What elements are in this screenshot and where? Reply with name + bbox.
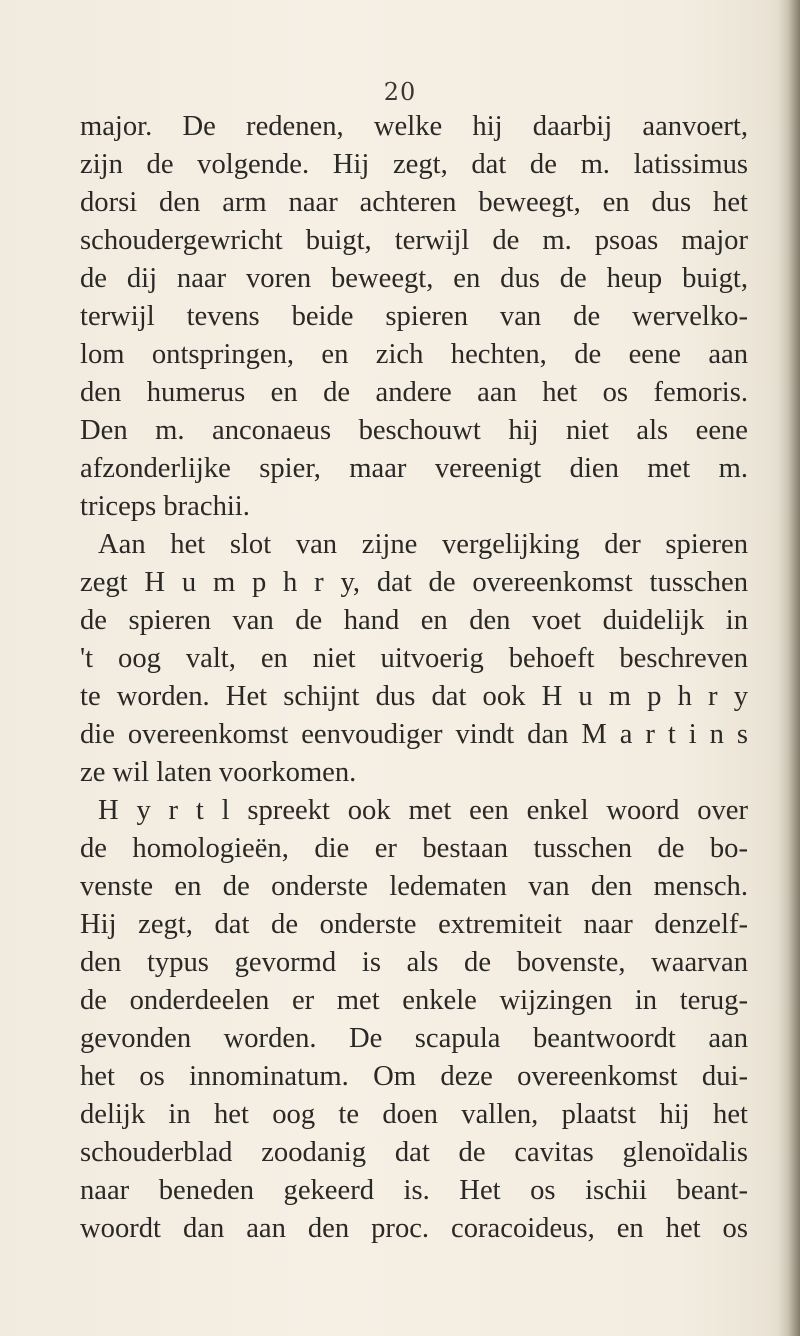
text-line: naar beneden gekeerd is. Het os ischii beant- bbox=[80, 1175, 748, 1206]
text-line: schoudergewricht buigt, terwijl de m. psoas major bbox=[80, 225, 748, 256]
text-line: de homologieën, die er bestaan tusschen de bo- bbox=[80, 833, 748, 864]
text-line: dorsi den arm naar achteren beweegt, en dus het bbox=[80, 187, 748, 218]
text-line: Hij zegt, dat de onderste extremiteit naar denzelf- bbox=[80, 909, 748, 940]
text-line: woordt dan aan den proc. coracoideus, en het os bbox=[80, 1213, 748, 1244]
text-line: schouderblad zoodanig dat de cavitas glenoïdalis bbox=[80, 1137, 748, 1168]
body-text bbox=[80, 108, 748, 1248]
text-line: triceps brachii. bbox=[80, 491, 250, 522]
text-line: delijk in het oog te doen vallen, plaatst hij het bbox=[80, 1099, 748, 1130]
text-line: gevonden worden. De scapula beantwoordt aan bbox=[80, 1023, 748, 1054]
book-binding-edge bbox=[778, 0, 800, 1336]
page-number: 20 bbox=[383, 78, 417, 106]
text-line: de onderdeelen er met enkele wijzingen in terug- bbox=[80, 985, 748, 1016]
text-line: zegt H u m p h r y, dat de overeenkomst tusschen bbox=[80, 567, 748, 598]
text-line: Den m. anconaeus beschouwt hij niet als eene bbox=[80, 415, 748, 446]
text-line: lom ontspringen, en zich hechten, de eene aan bbox=[80, 339, 748, 370]
text-line: de dij naar voren beweegt, en dus de heup buigt, bbox=[80, 263, 748, 294]
text-line: major. De redenen, welke hij daarbij aanvoert, bbox=[80, 111, 748, 142]
text-line: het os innominatum. Om deze overeenkomst dui- bbox=[80, 1061, 748, 1092]
text-line: afzonderlijke spier, maar vereenigt dien met m. bbox=[80, 453, 748, 484]
text-line: terwijl tevens beide spieren van de wervelko- bbox=[80, 301, 748, 332]
text-line: 't oog valt, en niet uitvoerig behoeft beschreven bbox=[80, 643, 748, 674]
text-line: den typus gevormd is als de bovenste, waarvan bbox=[80, 947, 748, 978]
text-line: den humerus en de andere aan het os femoris. bbox=[80, 377, 748, 408]
text-line: venste en de onderste ledematen van den mensch. bbox=[80, 871, 748, 902]
text-line: te worden. Het schijnt dus dat ook H u m p h r y bbox=[80, 681, 748, 712]
text-line: H y r t l spreekt ook met een enkel woord over bbox=[98, 795, 748, 826]
text-line: de spieren van de hand en den voet duidelijk in bbox=[80, 605, 748, 636]
text-line: zijn de volgende. Hij zegt, dat de m. latissimus bbox=[80, 149, 748, 180]
text-line: ze wil laten voorkomen. bbox=[80, 757, 357, 788]
text-line: die overeenkomst eenvoudiger vindt dan M a r t i n s bbox=[80, 719, 748, 750]
text-line: Aan het slot van zijne vergelijking der spieren bbox=[98, 529, 748, 560]
